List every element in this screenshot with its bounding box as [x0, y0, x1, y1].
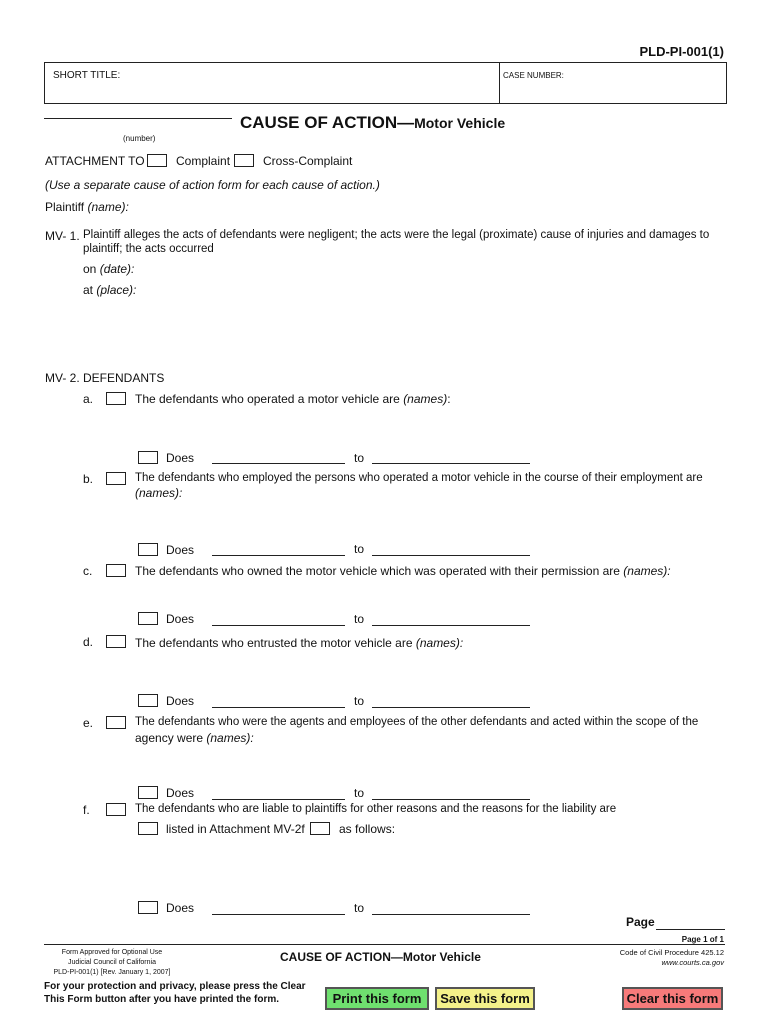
item-a-checkbox[interactable]	[106, 392, 126, 405]
clear-button[interactable]: Clear this form	[622, 987, 723, 1010]
item-e-names-field[interactable]	[250, 730, 720, 780]
page-number-field[interactable]	[656, 929, 725, 930]
item-a-does-checkbox[interactable]	[138, 451, 158, 464]
item-e-does-label: Does	[166, 786, 195, 800]
title-sub: Motor Vehicle	[414, 115, 506, 131]
item-f-does-from-field[interactable]	[212, 914, 345, 915]
page-title	[240, 113, 505, 133]
item-b-does-label: Does	[166, 543, 195, 557]
item-b-hint: (names):	[135, 486, 183, 500]
item-e-letter: e.	[83, 716, 94, 730]
item-e-to-label: to	[354, 786, 365, 800]
item-d-checkbox[interactable]	[106, 635, 126, 648]
mv2-heading: DEFENDANTS	[83, 371, 165, 385]
item-b-checkbox[interactable]	[106, 472, 126, 485]
form-id: PLD-PI-001(1)	[639, 44, 724, 59]
item-d-text	[135, 636, 463, 650]
item-e-does-to-field[interactable]	[372, 799, 530, 800]
item-c-text	[135, 564, 671, 578]
item-b-does-from-field[interactable]	[212, 555, 345, 556]
plaintiff-label	[45, 200, 129, 214]
footer-right	[620, 948, 724, 968]
item-e-line2-text: agency were	[135, 731, 204, 745]
item-f-to-label: to	[354, 901, 365, 915]
footer-left	[44, 948, 180, 978]
item-d-to-label: to	[354, 694, 365, 708]
item-f-does-to-field[interactable]	[372, 914, 530, 915]
footer-code: Code of Civil Procedure 425.12	[619, 948, 724, 957]
item-e-hint: (names):	[206, 731, 254, 745]
mv2-number: MV- 2.	[45, 371, 80, 385]
item-d-does-checkbox[interactable]	[138, 694, 158, 707]
item-c-does-checkbox[interactable]	[138, 612, 158, 625]
as-follows-label: as follows:	[339, 822, 396, 836]
mv1-at	[83, 283, 136, 297]
caption-divider	[499, 62, 500, 104]
mv1-on-label: on	[83, 262, 97, 276]
item-b-to-label: to	[354, 542, 365, 556]
plaintiff-name-hint: (name):	[87, 200, 129, 214]
cause-number-field[interactable]	[44, 118, 232, 119]
item-e-text: The defendants who were the agents and employees of the other defendants and acted within the scope of the	[135, 716, 699, 728]
item-b-does-checkbox[interactable]	[138, 543, 158, 556]
mv1-place-hint: (place):	[96, 283, 137, 297]
attachment-mv2f-checkbox[interactable]	[138, 822, 158, 835]
item-a-to-label: to	[354, 451, 365, 465]
item-f-reasons-field[interactable]	[135, 840, 720, 895]
item-d-names-field[interactable]	[135, 652, 720, 692]
privacy-note	[44, 980, 306, 1006]
title-main: CAUSE OF ACTION	[240, 113, 398, 132]
cross-complaint-label: Cross-Complaint	[263, 154, 353, 168]
as-follows-checkbox[interactable]	[310, 822, 330, 835]
item-f-letter: f.	[83, 803, 90, 817]
number-label: (number)	[123, 134, 156, 143]
item-a-letter: a.	[83, 392, 94, 406]
item-f-checkbox[interactable]	[106, 803, 126, 816]
item-d-letter: d.	[83, 635, 94, 649]
page-label: Page	[626, 915, 655, 929]
mv1-number: MV- 1.	[45, 229, 80, 243]
item-a-text	[135, 392, 451, 406]
item-a-does-label: Does	[166, 451, 195, 465]
item-d-does-from-field[interactable]	[212, 707, 345, 708]
item-f-does-checkbox[interactable]	[138, 901, 158, 914]
mv1-date-field[interactable]	[140, 260, 720, 276]
attachment-label: ATTACHMENT TO	[45, 154, 145, 168]
item-c-does-from-field[interactable]	[212, 625, 345, 626]
item-e-does-from-field[interactable]	[212, 799, 345, 800]
short-title-label: SHORT TITLE:	[53, 70, 121, 81]
item-d-does-to-field[interactable]	[372, 707, 530, 708]
attachment-mv2f-label: listed in Attachment MV-2f	[166, 822, 305, 836]
mv1-on	[83, 262, 134, 276]
item-c-hint: (names):	[623, 564, 671, 578]
item-e-line2	[135, 731, 254, 745]
print-button[interactable]: Print this form	[325, 987, 429, 1010]
item-e-checkbox[interactable]	[106, 716, 126, 729]
item-a-names-field[interactable]	[135, 408, 720, 446]
mv1-at-label: at	[83, 283, 94, 297]
case-number-label: CASE NUMBER:	[503, 71, 564, 80]
privacy-note-line1: For your protection and privacy, please press the Clear	[44, 981, 306, 992]
complaint-checkbox[interactable]	[147, 154, 167, 167]
short-title-field[interactable]	[46, 82, 496, 102]
footer-website: www.courts.ca.gov	[661, 958, 724, 967]
plaintiff-name-field[interactable]	[130, 198, 720, 216]
mv1-date-hint: (date):	[99, 262, 135, 276]
item-c-text-main: The defendants who owned the motor vehicle which was operated with their permission are	[135, 564, 620, 578]
item-b-text: The defendants who employed the persons who operated a motor vehicle in the course of their employment are	[135, 472, 703, 484]
footer-title: CAUSE OF ACTION—Motor Vehicle	[280, 950, 481, 964]
item-d-text-main: The defendants who entrusted the motor vehicle are	[135, 636, 413, 650]
save-button[interactable]: Save this form	[435, 987, 535, 1010]
item-f-text: The defendants who are liable to plaintiffs for other reasons and the reasons for the liability are	[135, 803, 617, 815]
item-a-does-to-field[interactable]	[372, 463, 530, 464]
item-e-does-checkbox[interactable]	[138, 786, 158, 799]
item-d-does-label: Does	[166, 694, 195, 708]
item-b-names-field[interactable]	[185, 485, 720, 537]
footer-council: Judicial Council of California	[68, 959, 156, 966]
item-c-does-to-field[interactable]	[372, 625, 530, 626]
item-a-tail: :	[447, 392, 451, 406]
item-c-to-label: to	[354, 612, 365, 626]
privacy-note-line2: This Form button after you have printed the form.	[44, 994, 280, 1005]
item-c-checkbox[interactable]	[106, 564, 126, 577]
mv1-line1: Plaintiff alleges the acts of defendants were negligent; the acts were the legal (proximate) cause of injuries and damages to	[83, 229, 710, 241]
item-c-letter: c.	[83, 564, 93, 578]
mv1-line2: plaintiff; the acts occurred	[83, 243, 214, 255]
plaintiff-label-text: Plaintiff	[45, 200, 85, 214]
item-a-text-main: The defendants who operated a motor vehicle are	[135, 392, 400, 406]
item-d-hint: (names):	[415, 636, 464, 650]
item-c-does-label: Does	[166, 612, 195, 626]
title-dash: —	[397, 113, 415, 132]
item-f-does-label: Does	[166, 901, 195, 915]
mv1-place-field[interactable]	[140, 282, 720, 352]
page-count: Page 1 of 1	[681, 935, 724, 944]
footer-rule	[44, 944, 725, 945]
complaint-label: Complaint	[176, 154, 231, 168]
instruction-text: (Use a separate cause of action form for each cause of action.)	[45, 178, 380, 192]
footer-approved: Form Approved for Optional Use	[61, 949, 163, 956]
item-c-names-field[interactable]	[135, 580, 720, 610]
item-b-does-to-field[interactable]	[372, 555, 530, 556]
cross-complaint-checkbox[interactable]	[234, 154, 254, 167]
case-number-field[interactable]	[502, 82, 722, 102]
footer-form-rev: PLD-PI-001(1) [Rev. January 1, 2007]	[53, 969, 171, 976]
item-b-letter: b.	[83, 472, 94, 486]
item-a-does-from-field[interactable]	[212, 463, 345, 464]
item-a-hint: (names)	[403, 392, 448, 406]
